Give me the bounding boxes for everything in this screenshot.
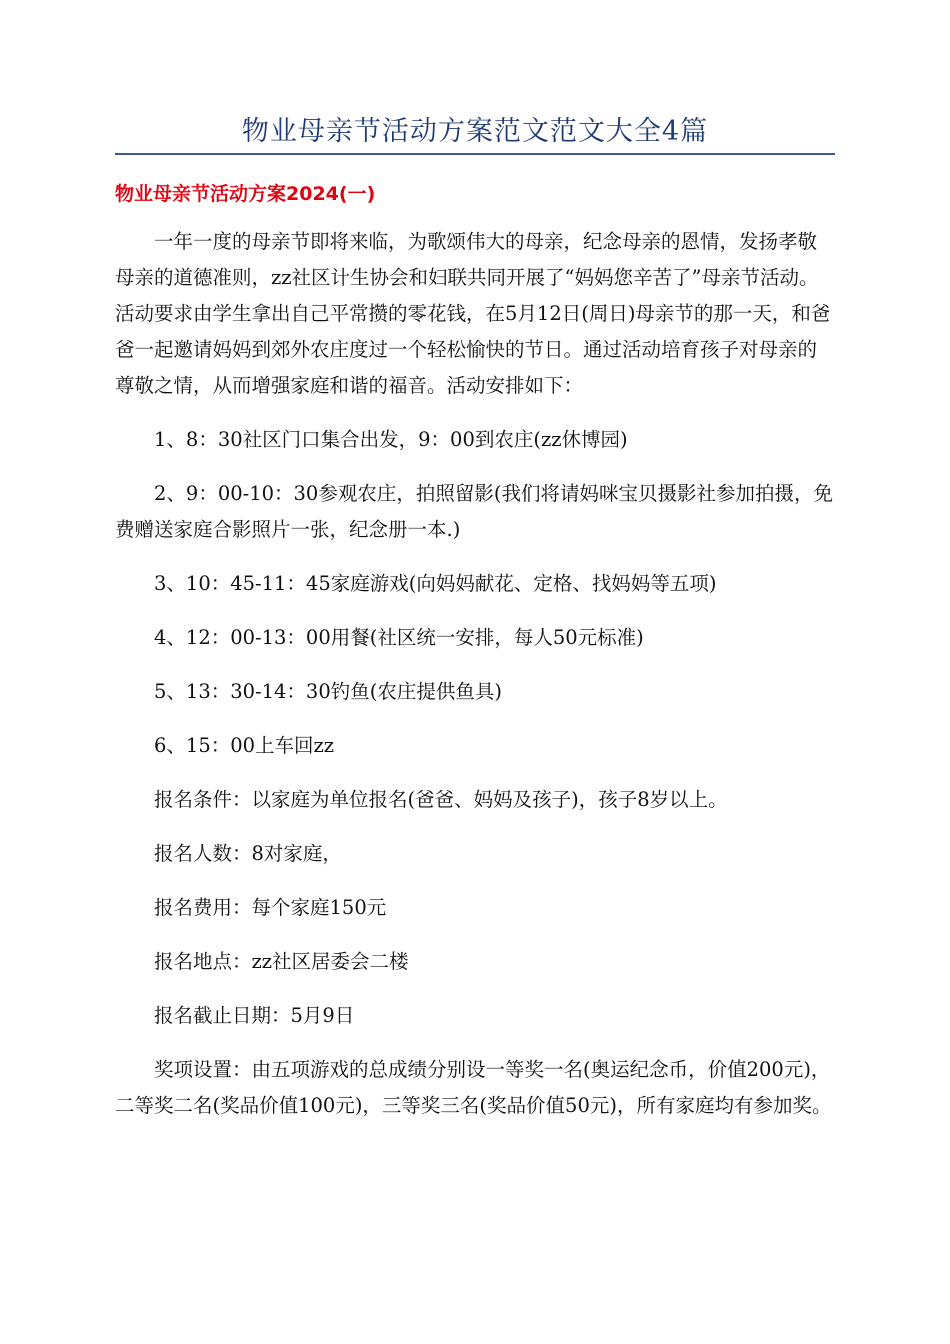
registration-conditions: 报名条件：以家庭为单位报名(爸爸、妈妈及孩子)，孩子8岁以上。 [154, 788, 728, 811]
intro-paragraph: 一年一度的母亲节即将来临，为歌颂伟大的母亲，纪念母亲的恩情，发扬孝敬母亲的道德准则，zz社区计生协会和妇联共同开展了“妈妈您辛苦了”母亲节活动。活动要求由学生拿出自己平常攒的零花钱，在5月12日(周日)母亲节的那一天，和爸爸一起邀请妈妈到郊外农庄度过一个轻松愉快的节日。通过活动培育孩子对母亲的尊敬之情，从而增强家庭和谐的福音。活动安排如下： [115, 230, 831, 397]
schedule-item-3: 3、10：45-11：45家庭游戏(向妈妈献花、定格、找妈妈等五项) [154, 572, 717, 595]
registration-count: 报名人数：8对家庭， [154, 842, 342, 865]
registration-deadline: 报名截止日期：5月9日 [154, 1004, 355, 1027]
awards-paragraph: 奖项设置：由五项游戏的总成绩分别设一等奖一名(奥运纪念币，价值200元)，二等奖二名(奖品价值100元)，三等奖三名(奖品价值50元)，所有家庭均有参加奖。 [115, 1058, 832, 1117]
schedule-item-1: 1、8：30社区门口集合出发，9：00到农庄(zz休博园) [154, 428, 628, 451]
schedule-item-6: 6、15：00上车回zz [154, 734, 335, 757]
document-body [115, 224, 835, 1142]
title-underline [115, 153, 835, 155]
document-title: 物业母亲节活动方案范文范文大全4篇 [241, 116, 709, 147]
schedule-item-5: 5、13：30-14：30钓鱼(农庄提供鱼具) [154, 680, 502, 703]
registration-location: 报名地点：zz社区居委会二楼 [154, 950, 409, 973]
registration-fee: 报名费用：每个家庭150元 [154, 896, 387, 919]
schedule-item-4: 4、12：00-13：00用餐(社区统一安排，每人50元标准) [154, 626, 644, 649]
schedule-item-2: 2、9：00-10：30参观农庄，拍照留影(我们将请妈咪宝贝摄影社参加拍摄，免费赠送家庭合影照片一张，纪念册一本.) [115, 482, 833, 541]
section-heading: 物业母亲节活动方案2024(一) [115, 183, 376, 205]
